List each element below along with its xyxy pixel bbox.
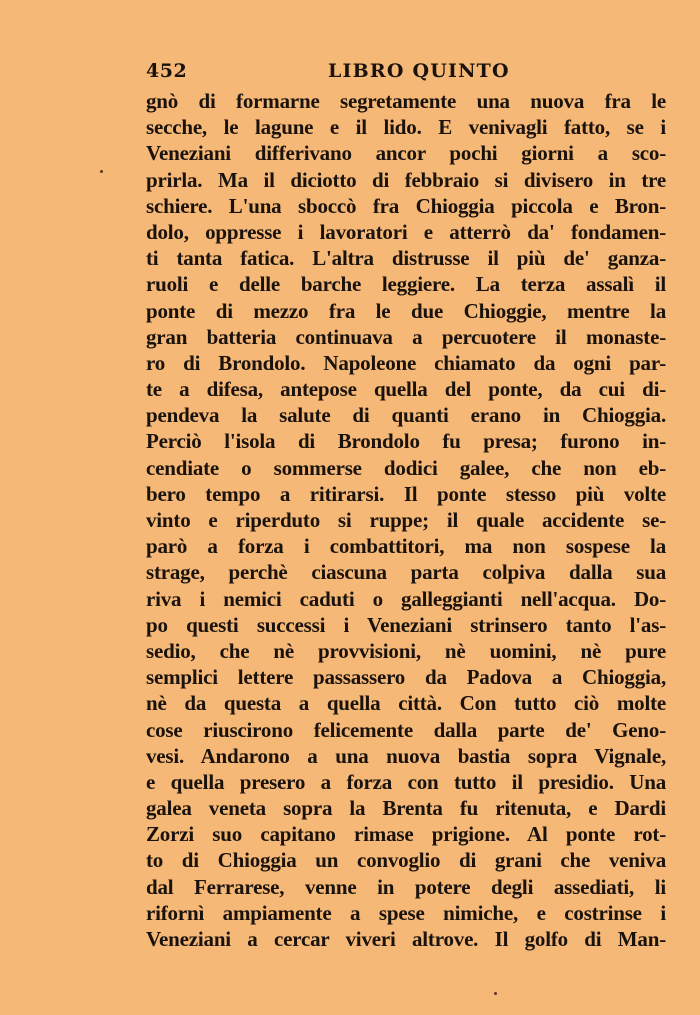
text-line: po questi successi i Veneziani strinsero tanto l'as- <box>146 612 666 637</box>
text-line: Zorzi suo capitano rimase prigione. Al ponte rot- <box>146 822 666 847</box>
text-line: e quella presero a forza con tutto il presidio. Una <box>146 769 666 794</box>
text-line: ruoli e delle barche leggiere. La terza assalì il <box>146 272 666 297</box>
text-line: dolo, oppresse i lavoratori e atterrò da' fondamen- <box>146 219 666 244</box>
text-line: Veneziani a cercar viveri altrove. Il golfo di Man- <box>146 927 666 951</box>
text-line: riva i nemici caduti o galleggianti nell'acqua. Do- <box>146 586 666 611</box>
text-line: ponte di mezzo fra le due Chioggie, mentre la <box>146 298 666 323</box>
paper-speck <box>100 170 103 173</box>
text-line: strage, perchè ciascuna parta colpiva dalla sua <box>146 560 666 585</box>
text-line: cose riuscirono felicemente dalla parte de' Geno- <box>146 717 666 742</box>
text-line: gran batteria continuava a percuotere il monaste- <box>146 324 666 349</box>
text-line: Veneziani differivano ancor pochi giorni a sco- <box>146 141 666 166</box>
text-line: semplici lettere passassero da Padova a Chioggia, <box>146 665 666 690</box>
text-line: prirla. Ma il diciotto di febbraio si divisero in tre <box>146 167 666 192</box>
text-line: pendeva la salute di quanti erano in Chioggia. <box>146 403 666 428</box>
text-line: nè da questa a quella città. Con tutto ciò molte <box>146 691 666 716</box>
running-title: LIBRO QUINTO <box>328 60 510 82</box>
text-line: vesi. Andarono a una nuova bastia sopra Vignale, <box>146 743 666 768</box>
text-line: cendiate o sommerse dodici galee, che non eb- <box>146 455 666 480</box>
text-line: ti tanta fatica. L'altra distrusse il più de' ganza- <box>146 246 666 271</box>
text-line: to di Chioggia un convoglio di grani che veniva <box>146 848 666 873</box>
text-line: Perciò l'isola di Brondolo fu presa; furono in- <box>146 429 666 454</box>
page-number: 452 <box>146 60 188 82</box>
text-line: ro di Brondolo. Napoleone chiamato da ogni par- <box>146 350 666 375</box>
text-line: vinto e riperduto si ruppe; il quale accidente se- <box>146 508 666 532</box>
text-line: secche, le lagune e il lido. E venivagli fatto, se i <box>146 115 666 140</box>
text-line: parò a forza i combattitori, ma non sospese la <box>146 534 666 559</box>
text-line: te a difesa, antepose quella del ponte, da cui di- <box>146 377 666 402</box>
text-line: rifornì ampiamente a spese nimiche, e costrinse i <box>146 900 666 925</box>
text-line: galea veneta sopra la Brenta fu ritenuta, e Dardi <box>146 796 666 821</box>
text-line: schiere. L'una sboccò fra Chioggia piccola e Bron- <box>146 193 666 218</box>
text-line: dal Ferrarese, venne in potere degli assediati, li <box>146 874 666 899</box>
text-line: bero tempo a ritirarsi. Il ponte stesso più volte <box>146 481 666 506</box>
text-line: gnò di formarne segretamente una nuova fra le <box>146 89 666 113</box>
body-text <box>146 88 666 952</box>
text-line: sedio, che nè provvisioni, nè uomini, nè pure <box>146 638 666 663</box>
page-header <box>146 60 666 90</box>
paper-speck <box>494 992 497 995</box>
